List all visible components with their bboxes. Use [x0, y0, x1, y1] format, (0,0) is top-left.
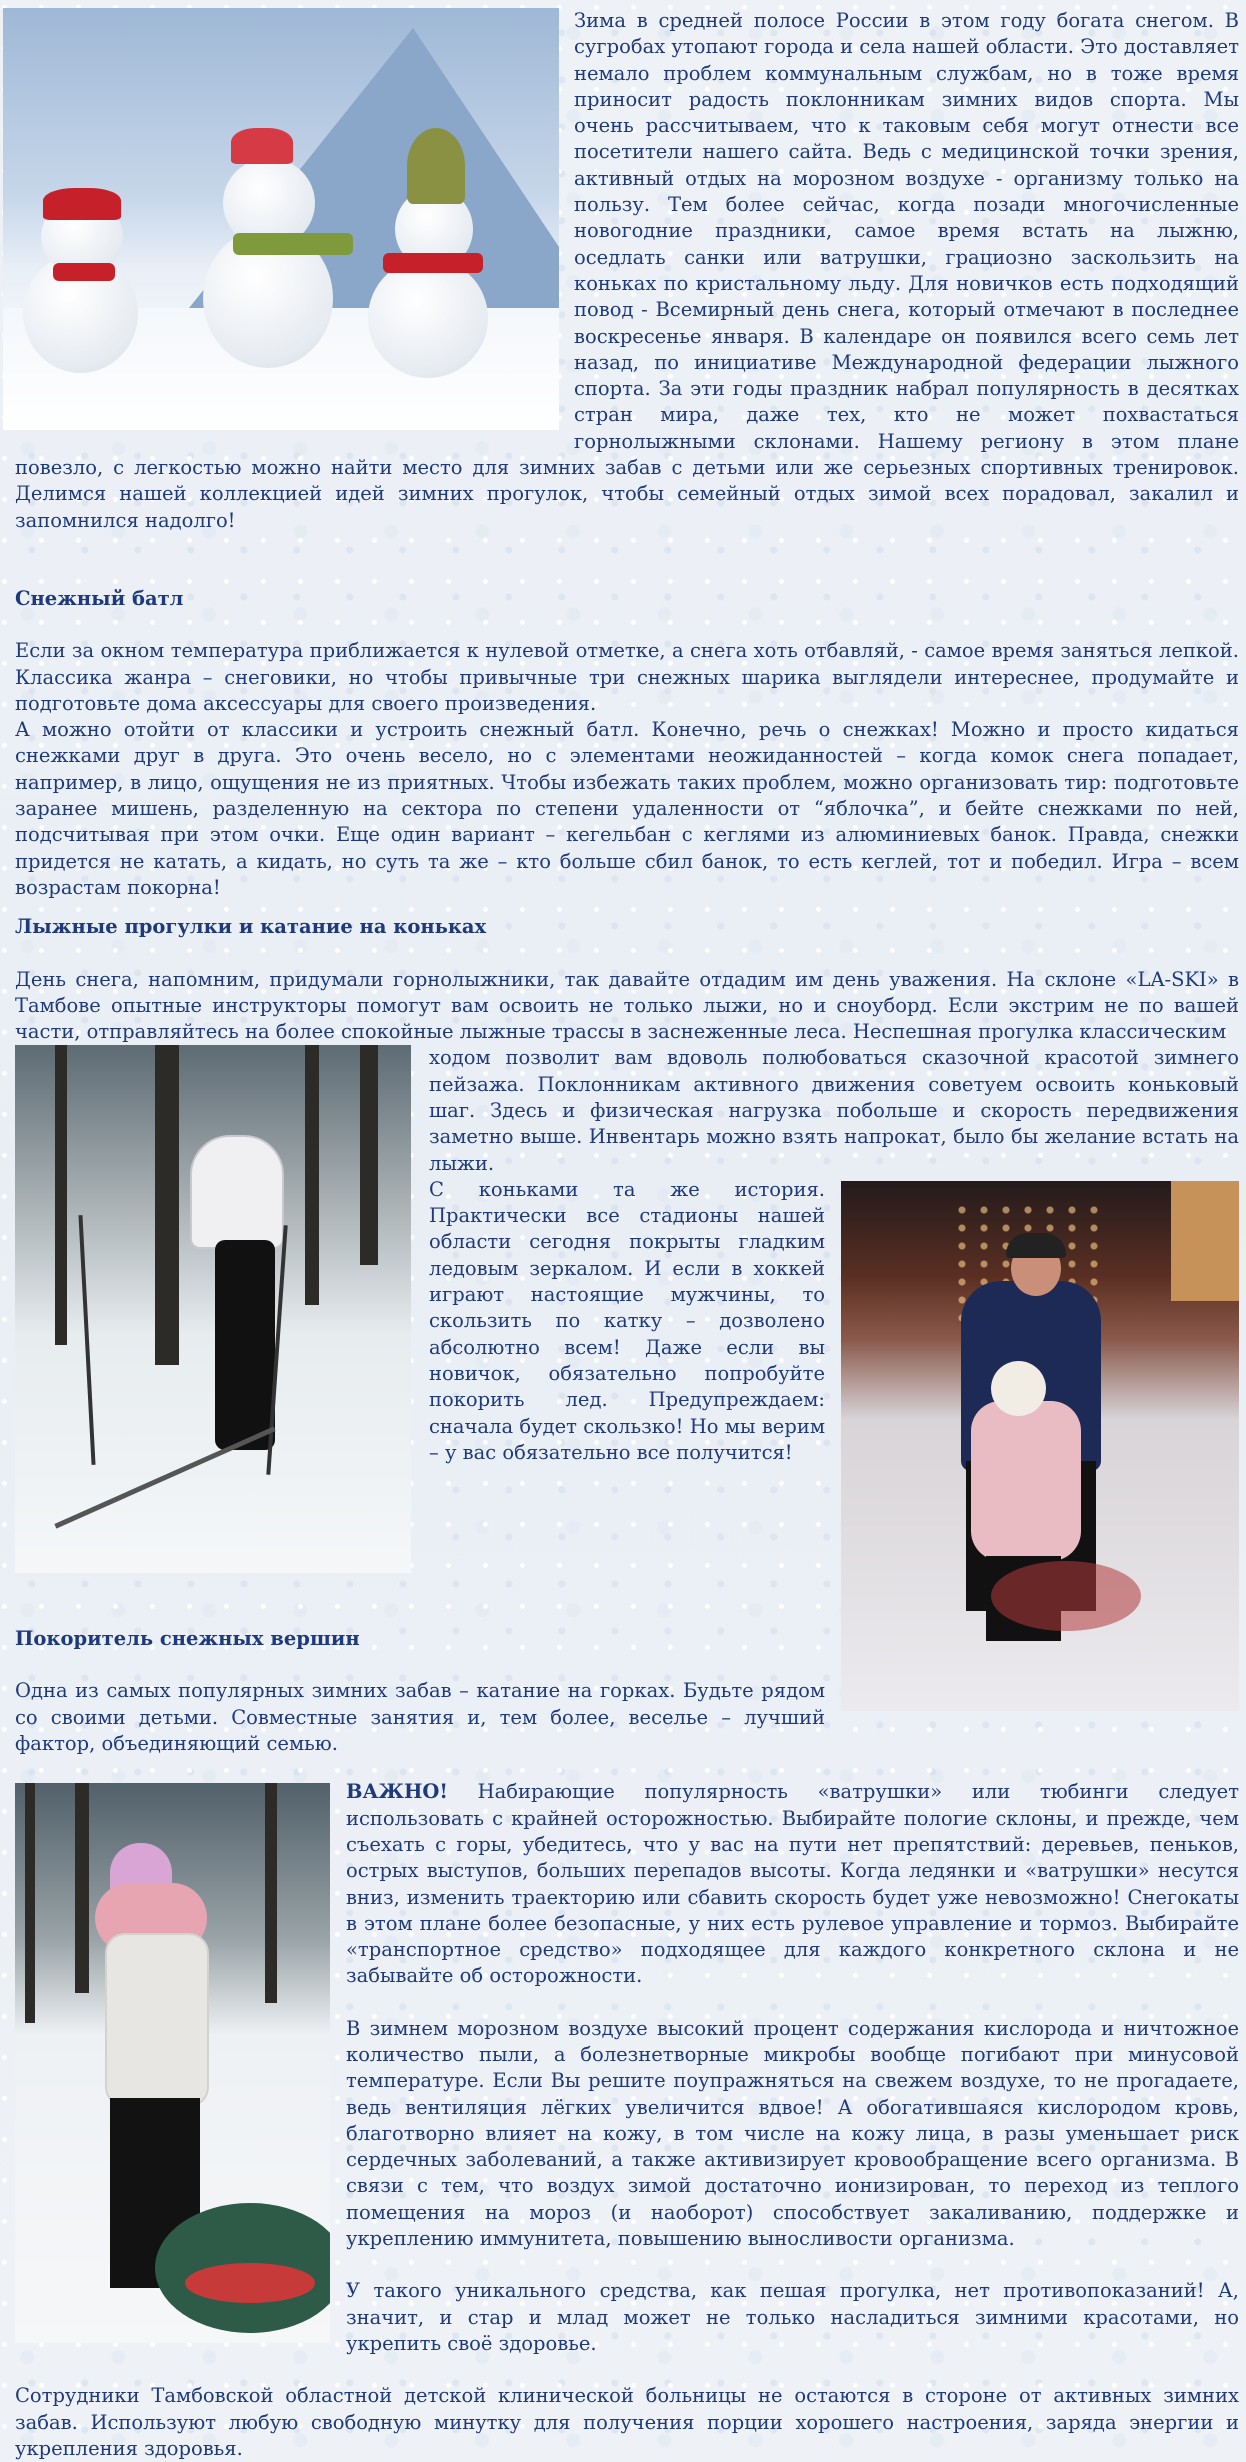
oxygen-paragraph: В зимнем морозном воздухе высокий процент содержания кислорода и ничтожное количество пыли, а болезнетворные микробы вообще погибают при минусовой температуре. Если Вы решите поупражняться на свежем воздухе, то не прогадаете, ведь вентиляция лёгких увеличится вдвое! А обогатившаяся кислородом кровь, благотворно влияет на кожу, в том числе на кожу лица, в разы уменьшает риск сердечных заболеваний, а также активизирует кровообращение всего организма. В связи с тем, что воздух зимой достаточно ионизирован, то переход из теплого помещения на мороз (и наоборот) способствует закаливанию, поддержке и укреплению иммунитета, повышению выносливости организма. — [346, 2016, 1239, 2251]
ski-paragraph-1-rest: ходом позволит вам вдоволь полюбоваться сказочной красотой зимнего пейзажа. Поклонникам активного движения советуем освоить коньковый шаг. Здесь и физическая нагрузка побольше и скорость передвижения заметно выше. Инвентарь можно взять напрокат, было бы желание встать на лыжи. — [429, 1046, 1239, 1175]
article — [15, 8, 1239, 2462]
ski-photo — [15, 1045, 411, 1573]
staff-paragraph: Сотрудники Тамбовской областной детской клинической больницы не остаются в стороне от активных зимних забав. Используют любую свободную минутку для получения порции хорошего настроения, заряда энергии и укрепления здоровья. — [15, 2384, 1239, 2460]
ski-paragraph-1-lead: День снега, напомним, придумали горнолыжники, так давайте отдадим им день уважения. На склоне «LA-SKI» в Тамбове опытные инструкторы помогут вам освоить не только лыжи, но и сноуборд. Если экстрим не по вашей части, отправляйтесь на более спокойные лыжные трассы в заснеженные леса. Неспешная прогулка классическим — [15, 967, 1239, 1044]
important-label: ВАЖНО! — [346, 1780, 448, 1804]
walk-paragraph: У такого уникального средства, как пешая прогулка, нет противопоказаний! А, значит, и стар и млад может не только насладиться зимними красотами, но укрепить своё здоровье. — [346, 2279, 1239, 2355]
tubing-photo — [15, 1783, 330, 2343]
snow-battle-paragraph-1: Если за окном температура приближается к нулевой отметке, а снега хоть отбавляй, - самое время заняться лепкой. Классика жанра – снеговики, но чтобы привычные три снежных шарика выглядели интереснее, продумайте и подготовьте дома аксессуары для своего произведения. — [15, 639, 1239, 715]
intro-paragraph: Зима в средней полосе России в этом году богата снегом. В сугробах утопают города и села нашей области. Это доставляет немало проблем коммунальным службам, но в тоже время приносит радость поклонникам зимних видов спорта. Мы очень рассчитываем, что к таковым себя могут отнести все посетители нашего сайта. Ведь с медицинской точки зрения, активный отдых на морозном воздухе - организму только на пользу. Тем более сейчас, когда позади многочисленные новогодние праздники, самое время встать на лыжню, оседлать санки или ватрушки, грациозно заскользить на коньках по кристальному льду. Для новичков есть подходящий повод - Всемирный день снега, который отмечают в последнее воскресенье января. В календаре он появился всего семь лет назад, по инициативе Международной федерации лыжного спорта. За эти годы праздник набрал популярность в десятках стран мира, даже тех, кто не может похвастаться горнолыжными склонами. Нашему региону в этом плане повезло, с легкостью можно найти место для зимних забав с детьми или же серьезных спортивных тренировок. Делимся нашей коллекцией идей зимних прогулок, чтобы семейный отдых зимой всех порадовал, закалил и запомнился надолго! — [15, 9, 1239, 532]
heading-peaks: Покоритель снежных вершин — [15, 1627, 360, 1651]
skating-paragraph: С коньками та же история. Практически все стадионы нашей области сегодня покрыты гладким ледовым зеркалом. И если в хоккей играют настоящие мужчины, то скользить по катку – дозволено абсолютно всем! Даже если вы новичок, обязательно попробуйте покорить лед. Предупреждаем: сначала будет скользко! Но мы верим – у вас обязательно все получится! — [429, 1177, 825, 1464]
heading-ski: Лыжные прогулки и катание на коньках — [15, 915, 487, 939]
snowmen-photo — [3, 8, 559, 430]
heading-snow-battle: Снежный батл — [15, 586, 184, 610]
snow-battle-paragraph-2: А можно отойти от классики и устроить снежный батл. Конечно, речь о снежках! Можно и просто кидаться снежками друг в друга. Это очень весело, но с элементами неожиданностей – когда комок снега попадает, например, в лицо, ощущения не из приятных. Чтобы избежать таких проблем, можно организовать тир: подготовьте заранее мишень, разделенную на сектора по степени удаленности от “яблочка”, и бейте снежками по ней, подсчитывая при этом очки. Еще один вариант – кегельбан с кеглями из алюминиевых банок. Правда, снежки придется не катать, а кидать, но суть та же – кто больше сбил банок, то есть кеглей, тот и победил. Игра – всем возрастам покорна! — [15, 718, 1239, 899]
peaks-paragraph-1: Одна из самых популярных зимних забав – катание на горках. Будьте рядом со своими детьми. Совместные занятия и, тем более, веселье – лучший фактор, объединяющий семью. — [15, 1679, 825, 1756]
rink-photo — [841, 1181, 1239, 1711]
important-text: Набирающие популярность «ватрушки» или тюбинги следует использовать с крайней осторожностью. Выбирайте пологие склоны, и прежде, чем съехать с горы, убедитесь, что у вас на пути нет препятствий: деревьев, пеньков, острых выступов, больших перепадов высоты. Когда ледянки и «ватрушки» несутся вниз, изменить траекторию или сбавить скорость будет уже невозможно! Снегокаты в этом плане более безопасные, у них есть рулевое управление и тормоз. Выбирайте «транспортное средство» подходящее для каждого конкретного склона и не забывайте об осторожности. — [346, 1780, 1239, 1988]
